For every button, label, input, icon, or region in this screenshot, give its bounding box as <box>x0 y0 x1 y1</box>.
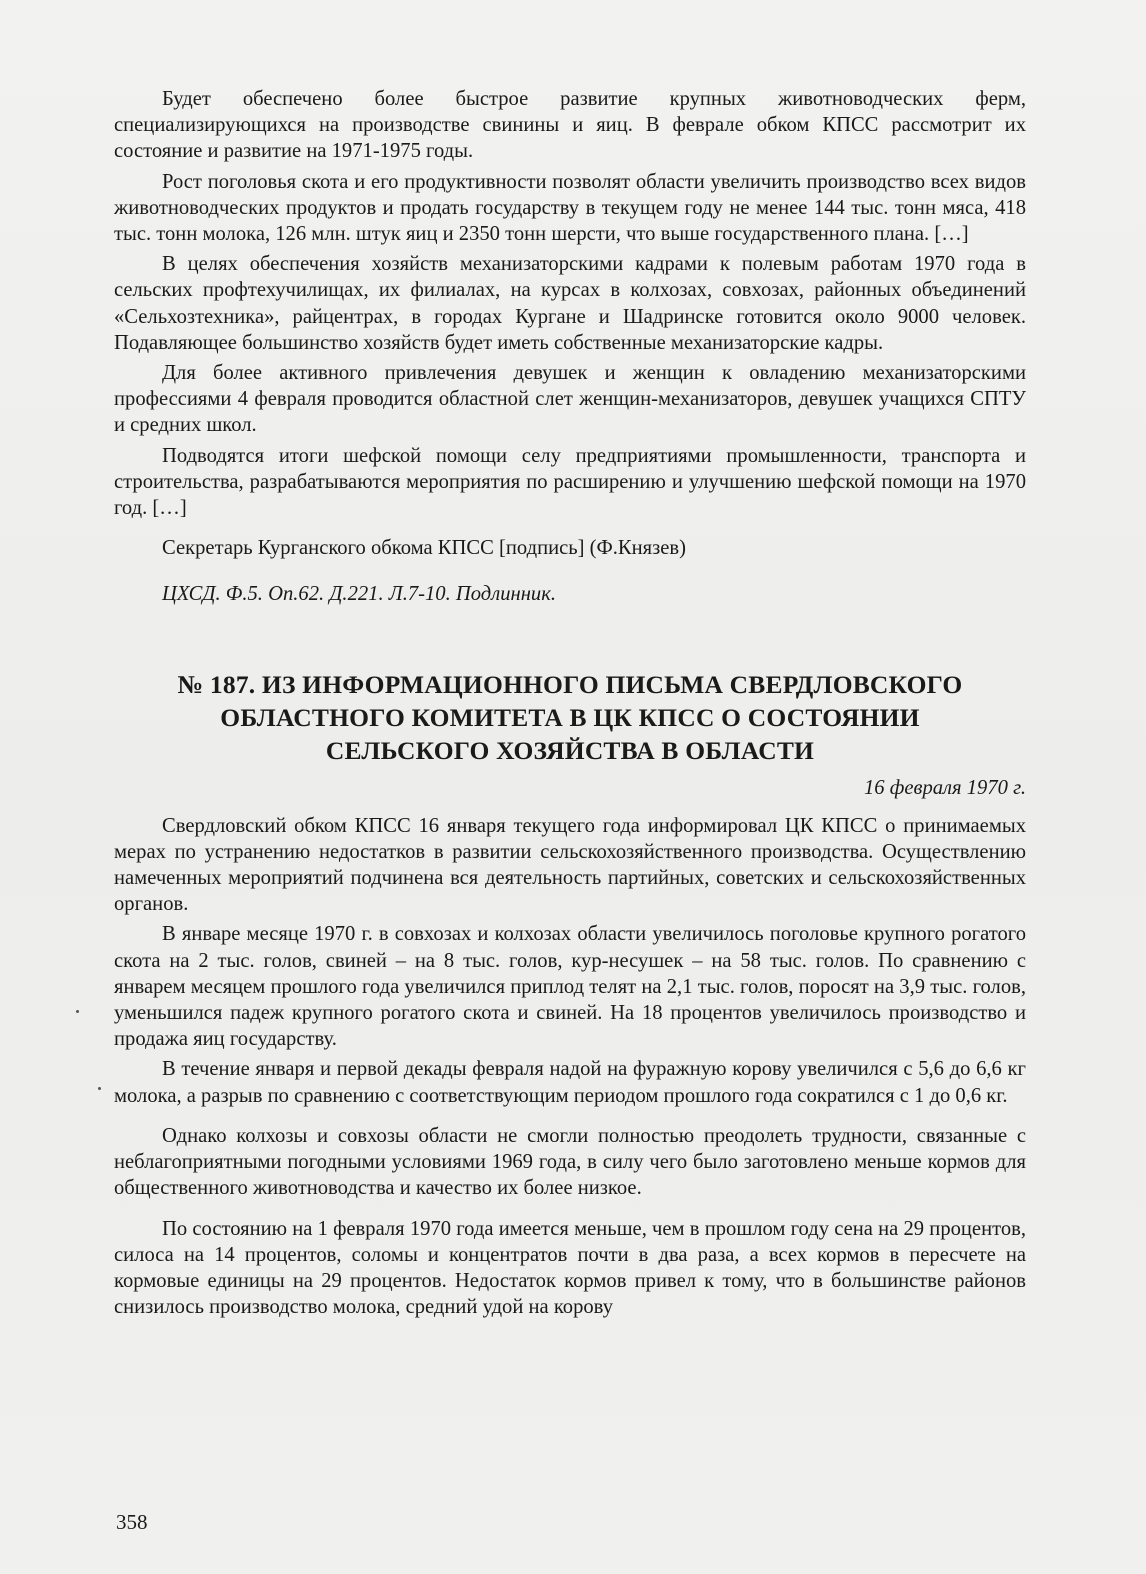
page-number: 358 <box>116 1510 148 1534</box>
heading-line: СЕЛЬСКОГО ХОЗЯЙСТВА В ОБЛАСТИ <box>325 735 815 765</box>
paragraph: Подводятся итоги шефской помощи селу предприятиями промышленности, транспорта и строительства, разрабатываются мероприятия по расширению и улучшению шефской помощи на 1970 год. […] <box>114 444 1026 520</box>
archive-reference: ЦХСД. Ф.5. Оп.62. Д.221. Л.7-10. Подлинник. <box>162 583 556 606</box>
heading-line: № 187. ИЗ ИНФОРМАЦИОННОГО ПИСЬМА СВЕРДЛОВСКОГО <box>177 669 963 699</box>
paragraph: По состоянию на 1 февраля 1970 года имеется меньше, чем в прошлом году сена на 29 процентов, силоса на 14 процентов, соломы и концентратов почти в два раза, а всех кормов в пересчете на кормовые единицы на 29 процентов. Недостаток кормов привел к тому, что в большинстве районов снизилось производство молока, средний удой на корову <box>114 1217 1026 1319</box>
paragraph: Однако колхозы и совхозы области не смогли полностью преодолеть трудности, связанные с неблагоприятными погодными условиями 1969 года, в силу чего было заготовлено меньше кормов для общественного животноводства и качество их более низкое. <box>114 1124 1026 1200</box>
heading-line: ОБЛАСТНОГО КОМИТЕТА В ЦК КПСС О СОСТОЯНИИ <box>220 702 920 732</box>
paragraph: В целях обеспечения хозяйств механизаторскими кадрами к полевым работам 1970 года в сельских профтехучилищах, их филиалах, на курсах в колхозах, совхозах, районных объединений «Сельхозтехника», райцентрах, в городах Кургане и Шадринске готовится около 9000 человек. Подавляющее большинство хозяйств будет иметь собственные механизаторские кадры. <box>114 253 1026 354</box>
scan-speck <box>98 1087 101 1090</box>
document-date: 16 февраля 1970 г. <box>864 776 1026 799</box>
paragraph: В течение января и первой декады февраля надой на фуражную корову увеличился с 5,6 до 6,6 кг молока, а разрыв по сравнению с соответствующим периодом прошлого года сократился с 1 до 0,6 кг. <box>114 1058 1026 1107</box>
paragraph: В январе месяце 1970 г. в совхозах и колхозах области увеличилось поголовье крупного рогатого скота на 2 тыс. голов, свиней – на 8 тыс. голов, кур-несушек – на 58 тыс. голов. По сравнению с январем месяцем прошлого года увеличился приплод телят на 2,1 тыс. голов, поросят на 3,9 тыс. голов, уменьшился падеж крупного рогатого скота и свиней. На 18 процентов увеличилось производство и продажа яиц государству. <box>114 923 1026 1051</box>
paragraph: Рост поголовья скота и его продуктивности позволят области увеличить производство всех видов животноводческих продуктов и продать государству в текущем году не менее 144 тыс. тонн мяса, 418 тыс. тонн молока, 126 млн. штук яиц и 2350 тонн шерсти, что выше государственного плана. […] <box>114 170 1026 246</box>
paragraph: Будет обеспечено более быстрое развитие крупных животноводческих ферм, специализирующихся на производстве свинины и яиц. В феврале обком КПСС рассмотрит их состояние и развитие на 1971-1975 годы. <box>114 88 1026 163</box>
paragraph: Для более активного привлечения девушек и женщин к овладению механизаторскими профессиями 4 февраля проводится областной слет женщин-механизаторов, девушек учащихся СПТУ и средних школ. <box>114 362 1026 437</box>
document-heading <box>114 668 1026 767</box>
paragraph: Свердловский обком КПСС 16 января текущего года информировал ЦК КПСС о принимаемых мерах по устранению недостатков в развитии сельскохозяйственного производства. Осуществлению намеченных мероприятий подчинена вся деятельность партийных, советских и сельскохозяйственных органов. <box>114 814 1026 916</box>
page-content <box>114 86 1026 1324</box>
scan-speck <box>76 1010 79 1013</box>
signature-line: Секретарь Курганского обкома КПСС [подпись] (Ф.Князев) <box>162 537 687 560</box>
